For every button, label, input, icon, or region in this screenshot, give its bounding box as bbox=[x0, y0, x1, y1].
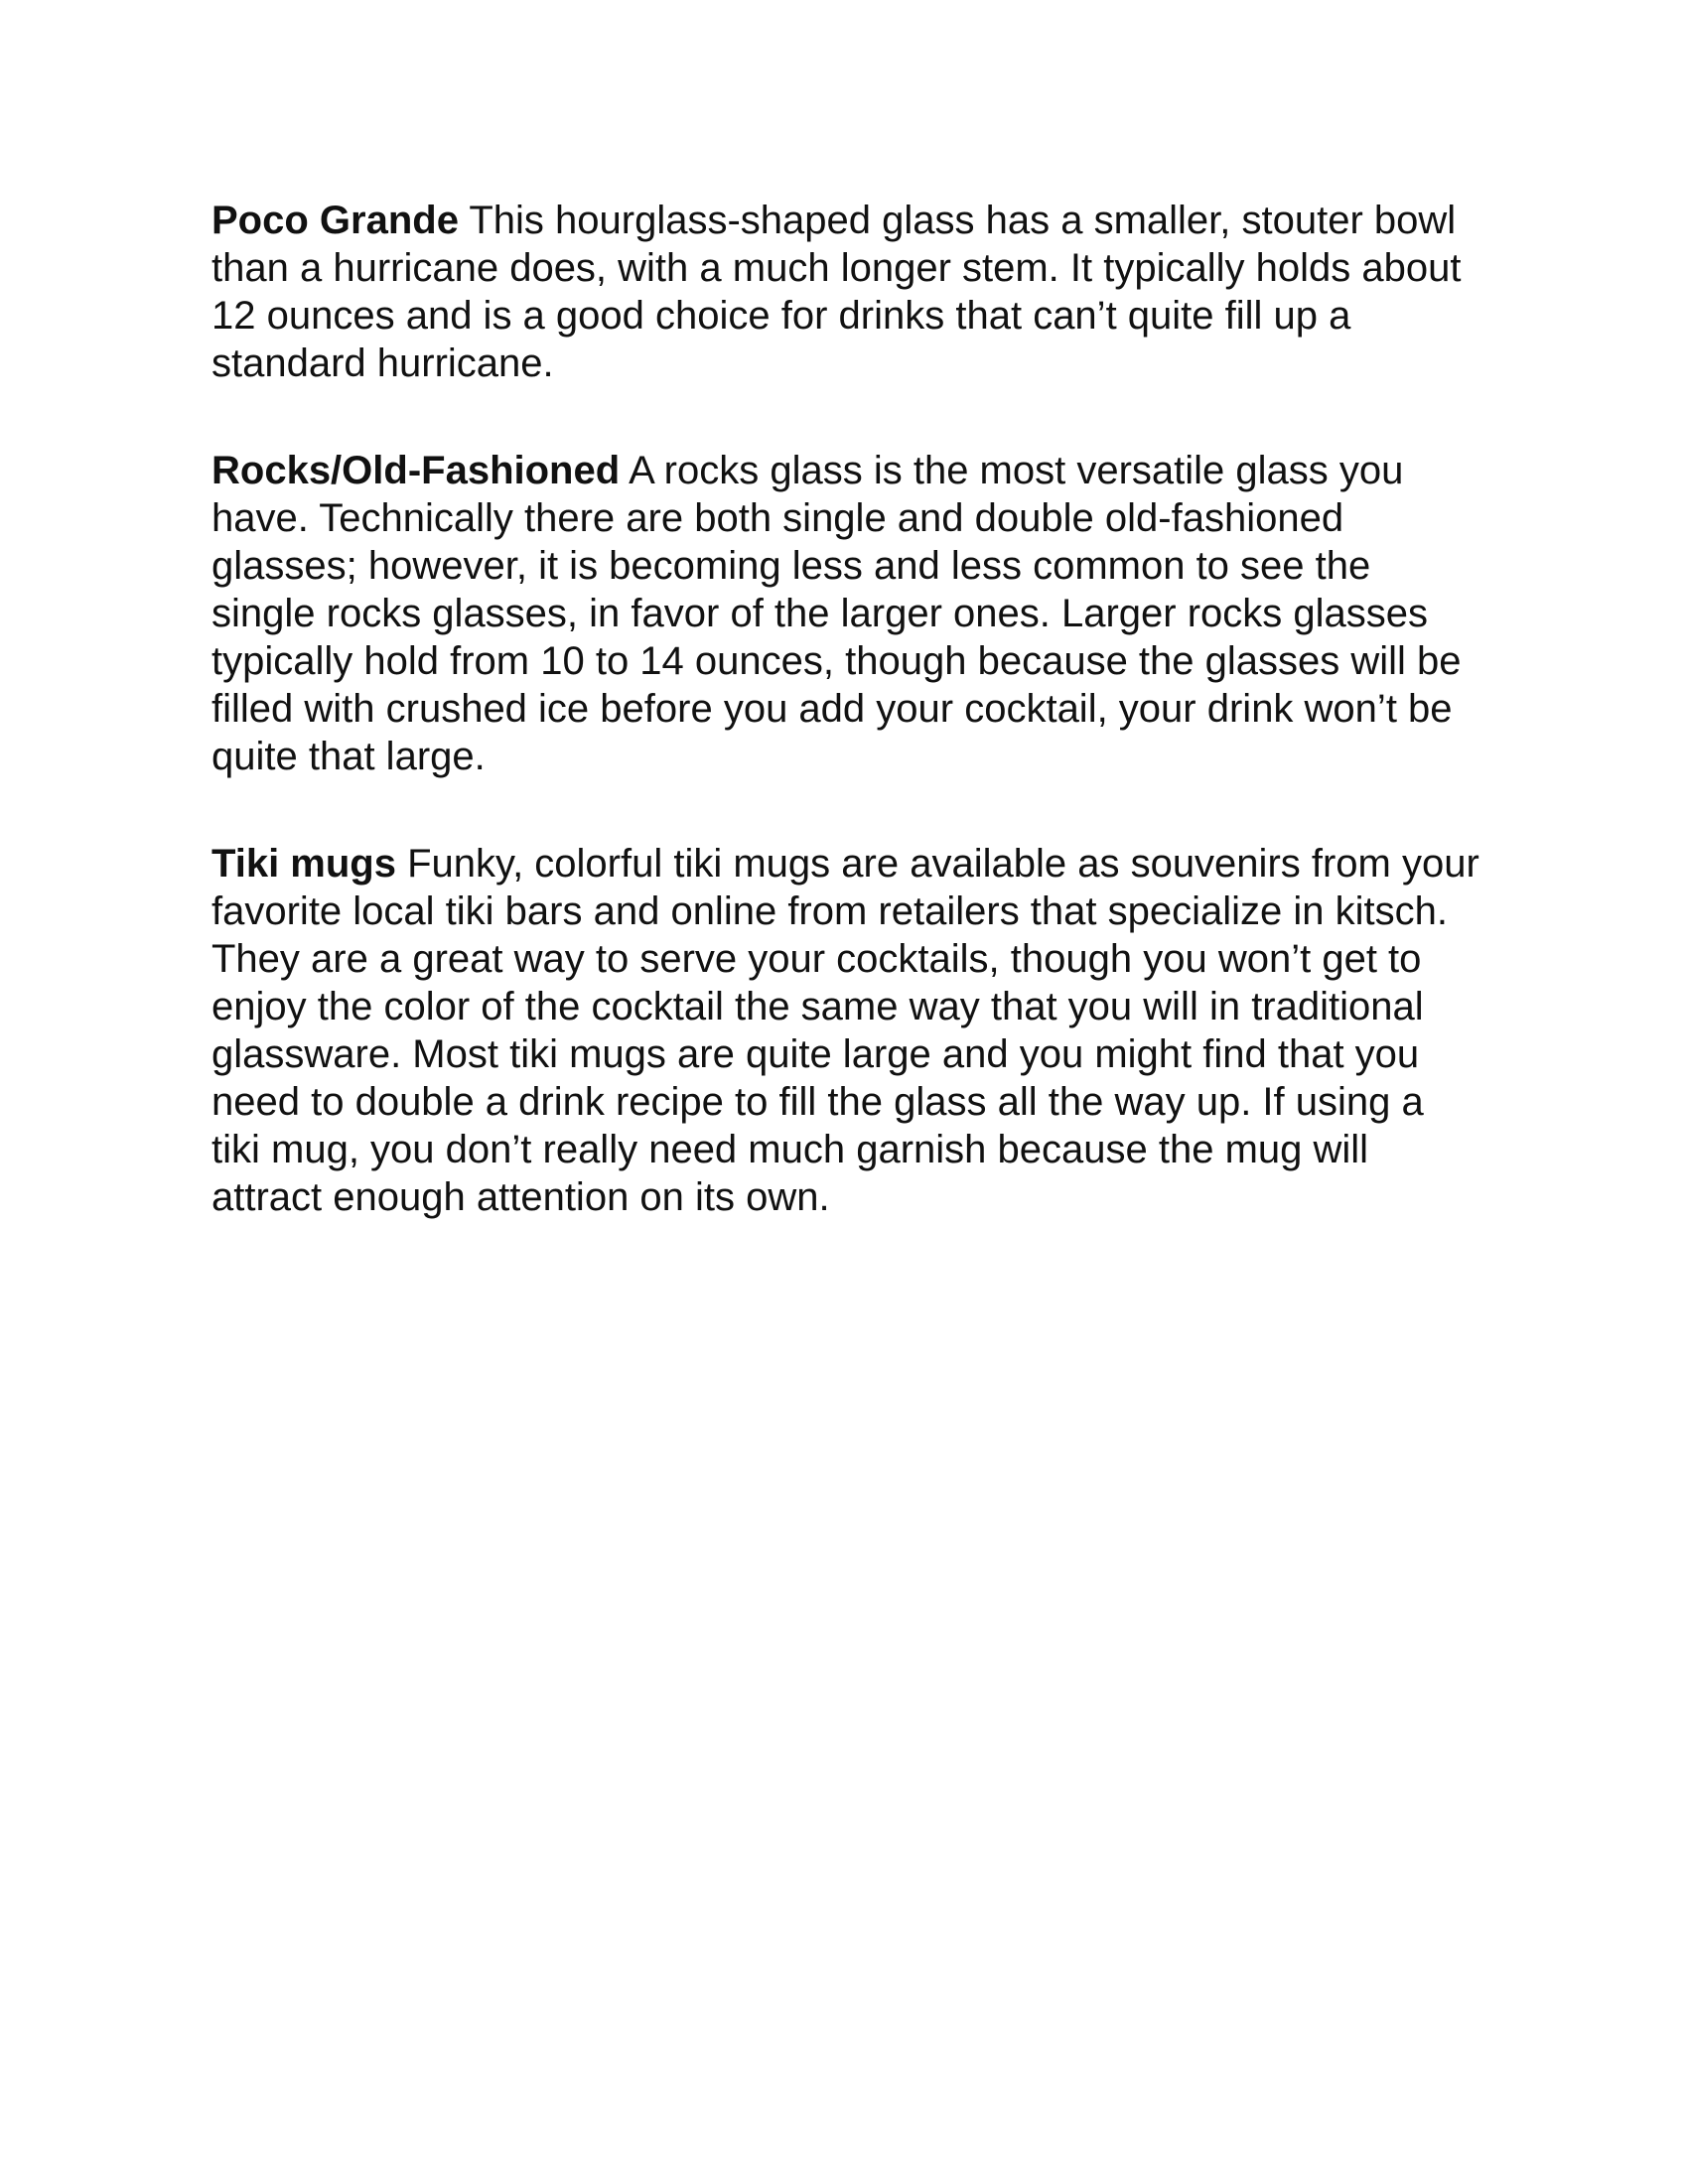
entry-description: This hourglass-shaped glass has a smaller, stouter bowl than a hurricane does, with a much longer stem. It typically holds about 12 ounces and is a good choice for drinks that can’t quite fill up a standard hurricane. bbox=[211, 199, 1462, 385]
entry-term: Rocks/Old-Fashioned bbox=[211, 449, 621, 492]
entry-description: Funky, colorful tiki mugs are available as souvenirs from your favorite local tiki bars and online from retailers that specialize in kitsch. They are a great way to serve your cocktails, though you won’t get to enjoy the color of the cocktail the same way that you will in traditional glassware. Most tiki mugs are quite large and you might find that you need to double a drink recipe to fill the glass all the way up. If using a tiki mug, you don’t really need much garnish because the mug will attract enough attention on its own. bbox=[211, 842, 1479, 1219]
entry-description: A rocks glass is the most versatile glass you have. Technically there are both single and double old-fashioned glasses; however, it is becoming less and less common to see the single rocks glasses, in favor of the larger ones. Larger rocks glasses typically hold from 10 to 14 ounces, though because the glasses will be filled with crushed ice before you add your cocktail, your drink won’t be quite that large. bbox=[211, 449, 1462, 778]
entry-rocks-old-fashioned bbox=[211, 447, 1482, 780]
entry-tiki-mugs bbox=[211, 840, 1482, 1221]
document-page bbox=[211, 197, 1482, 1281]
entry-term: Tiki mugs bbox=[211, 842, 396, 886]
entry-poco-grande bbox=[211, 197, 1482, 387]
entry-term: Poco Grande bbox=[211, 199, 459, 242]
